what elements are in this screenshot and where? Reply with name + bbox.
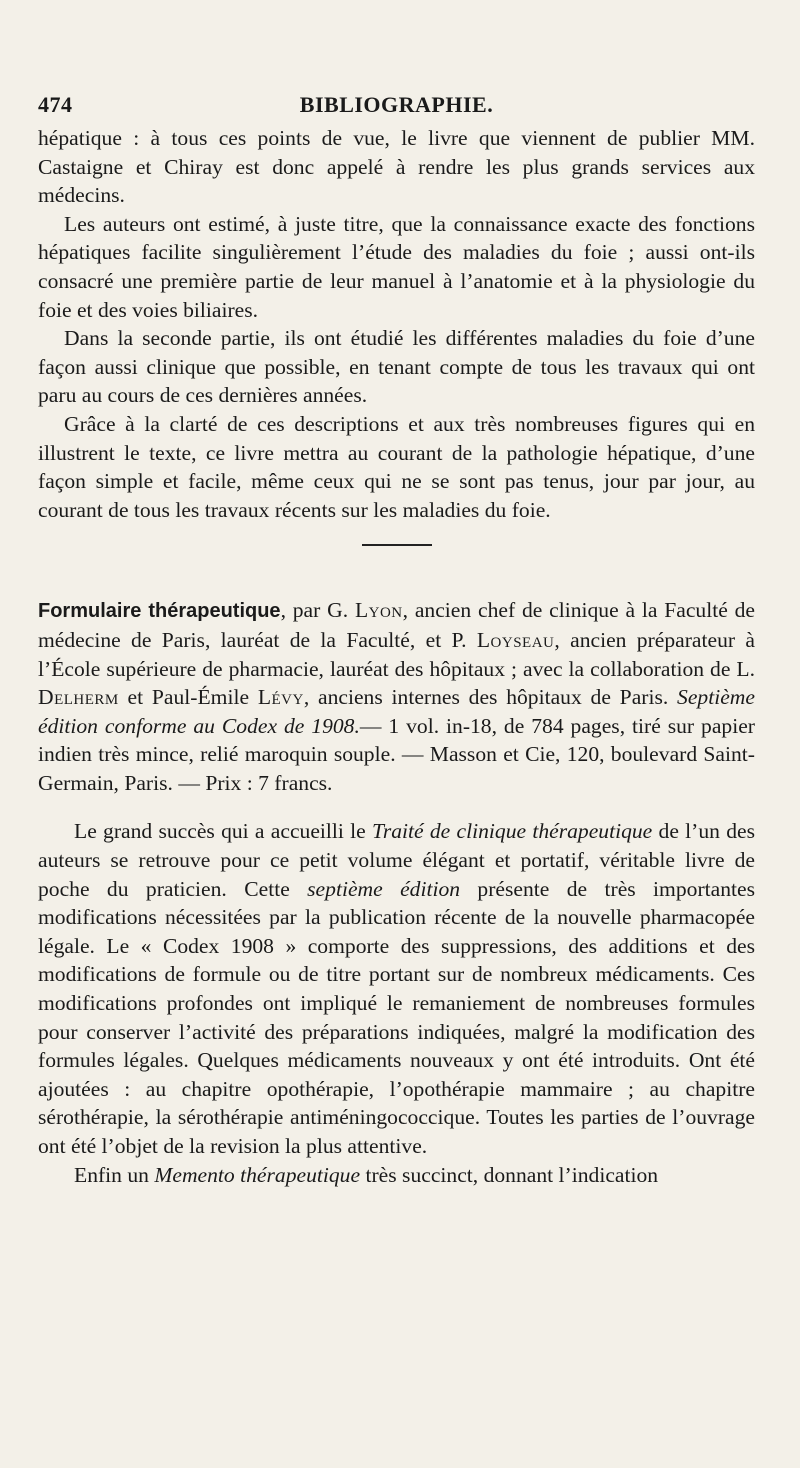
running-title: BIBLIOGRAPHIE. (299, 92, 494, 117)
entry-text: , ancien préparateur à l’École supérieure de pharmacie, lauréat des hôpitaux ; avec la collaboration de L. (38, 627, 755, 681)
review-body (38, 817, 755, 1189)
edition-label: septième édition (307, 876, 461, 901)
author-name: Lyon (354, 598, 403, 623)
entry-text: — 1 vol. in-18, de 784 pages, tiré sur papier indien très mince, relié maroquin souple. — Masson et Cie, 120, boulevard Saint-Germain, Paris. — Prix : 7 francs. (38, 713, 755, 795)
entry-text: , par G. (280, 598, 355, 623)
paragraph: Dans la seconde partie, ils ont étudié les différentes maladies du foie d’une façon aussi clinique que possible, en tenant compte de tous les travaux qui ont paru au cours de ces dernières années. (38, 326, 755, 408)
book-title: Memento thérapeutique (154, 1162, 361, 1187)
paragraph: hépatique : à tous ces points de vue, le livre que viennent de publier MM. Castaigne et Chiray est donc appelé à rendre les plus grands services aux médecins. (38, 126, 755, 208)
entry-text: , anciens internes des hôpitaux de Paris. (303, 685, 678, 710)
review-text: Le grand succès qui a accueilli le (74, 819, 373, 844)
review-text: de l’un des auteurs se retrouve pour ce petit volume élégant et portatif, véritable livre de poche du praticien. Cette (38, 819, 756, 901)
entry-text: , ancien chef de clinique à la Faculté de médecine de Paris, lauréat de la Faculté, et P. (38, 598, 755, 652)
entry-title: Formulaire thérapeutique (38, 600, 281, 623)
author-name: Lévy (257, 685, 304, 710)
review-text: très succinct, donnant l’indication (360, 1162, 659, 1187)
author-name: Delherm (38, 685, 119, 710)
review-text: présente de très importantes modifications nécessitées par la publication récente de la nouvelle pharmacopée légale. Le « Codex 1908 » comporte des suppressions, des additions et des modifications de formule ou de titre portant sur de nombreux médicaments. Ces modifications profondes ont impliqué le remaniement de nombreuses formules pour conserver l’activité des préparations indiquées, malgré la modification des formules légales. Quelques médicaments nouveaux y ont été introduits. Ont été ajoutées : au chapitre opothérapie, l’opothérapie mammaire ; au chapitre sérothérapie, la sérothérapie antiméningococcique. Toutes les parties de l’ouvrage ont été l’objet de la revision la plus attentive. (38, 876, 756, 1158)
paragraph: Les auteurs ont estimé, à juste titre, que la connaissance exacte des fonctions hépatiques facilite singulièrement l’étude des maladies du foie ; aussi ont-ils consacré une première partie de leur manuel à l’anatomie et à la physiologie du foie et des voies biliaires. (38, 211, 755, 322)
edition-note: Septième édition conforme au Codex de 1908. (38, 685, 755, 738)
review-text: Enfin un (74, 1162, 155, 1187)
running-head (38, 92, 755, 124)
previous-review (38, 124, 755, 524)
book-page (38, 92, 755, 1189)
book-title: Traité de clinique thérapeutique (372, 819, 653, 844)
paragraph (38, 1161, 755, 1190)
section-divider (362, 544, 432, 546)
author-name: Loyseau (476, 627, 555, 652)
paragraph (38, 817, 755, 1160)
paragraph: Grâce à la clarté de ces descriptions et aux très nombreuses figures qui en illustrent le texte, ce livre mettra au courant de la pathologie hépatique, d’une façon simple et facile, même ceux qui ne se sont pas tenus, jour par jour, au courant de tous les travaux récents sur les maladies du foie. (38, 411, 755, 522)
entry-text: et Paul-Émile (118, 685, 258, 710)
bibliographic-entry (38, 596, 755, 797)
page-number: 474 (38, 92, 73, 117)
